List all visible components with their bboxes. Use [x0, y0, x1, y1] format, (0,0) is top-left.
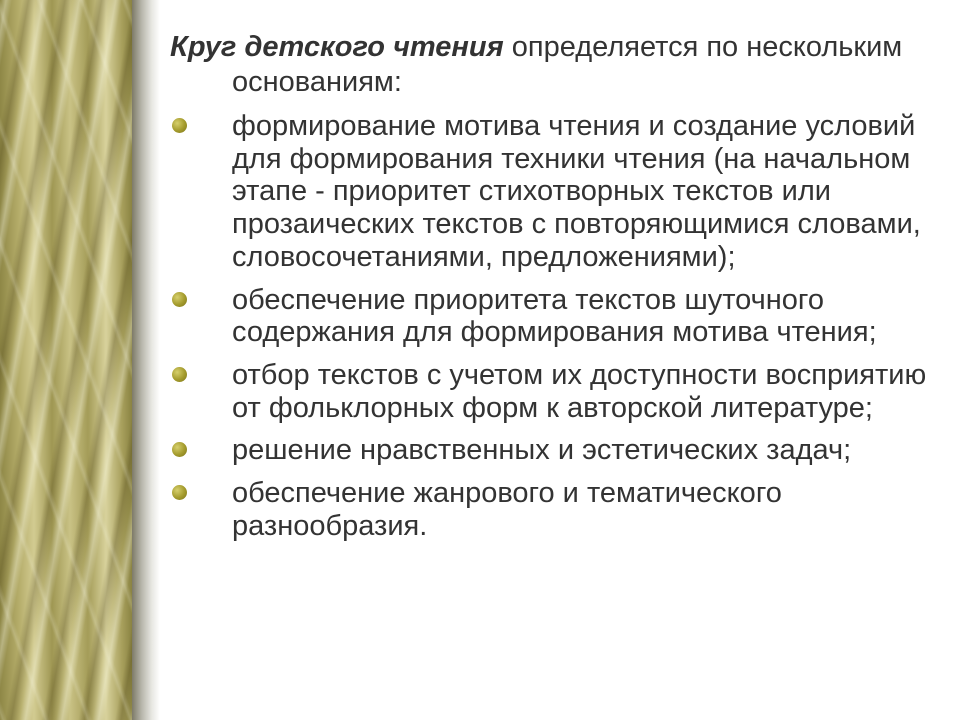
- list-item-text: отбор текстов с учетом их доступности восприятию от фольклорных форм к авторской литературе;: [232, 358, 927, 424]
- list-item: [170, 477, 930, 542]
- band-shadow: [132, 0, 160, 720]
- bullet-list: [170, 110, 930, 542]
- list-item: [170, 110, 930, 274]
- bullet-icon: [172, 292, 187, 307]
- list-item-text: обеспечение приоритета текстов шуточного содержания для формирования мотива чтения;: [232, 283, 877, 349]
- intro-emphasis: Круг детского чтения: [170, 31, 504, 63]
- list-item-text: решение нравственных и эстетических задач;: [232, 434, 852, 467]
- list-item: [170, 284, 930, 349]
- list-item: [170, 359, 930, 424]
- intro-text: определяется по нескольким основаниям:: [232, 31, 903, 98]
- bullet-icon: [172, 485, 187, 500]
- list-item: [170, 434, 930, 467]
- list-item-text: обеспечение жанрового и тематического разнообразия.: [232, 477, 782, 542]
- decorative-gold-band: [0, 0, 132, 720]
- intro-paragraph: [170, 30, 930, 100]
- slide-content: [170, 30, 930, 552]
- bullet-icon: [172, 118, 187, 133]
- bullet-icon: [172, 367, 187, 382]
- list-item-text: формирование мотива чтения и создание условий для формирования техники чтения (на начальном этапе - приоритет стихотворных текстов или прозаических текстов с повторяющимися словами, словосочетаниями, предложениями);: [232, 110, 921, 273]
- bullet-icon: [172, 442, 187, 457]
